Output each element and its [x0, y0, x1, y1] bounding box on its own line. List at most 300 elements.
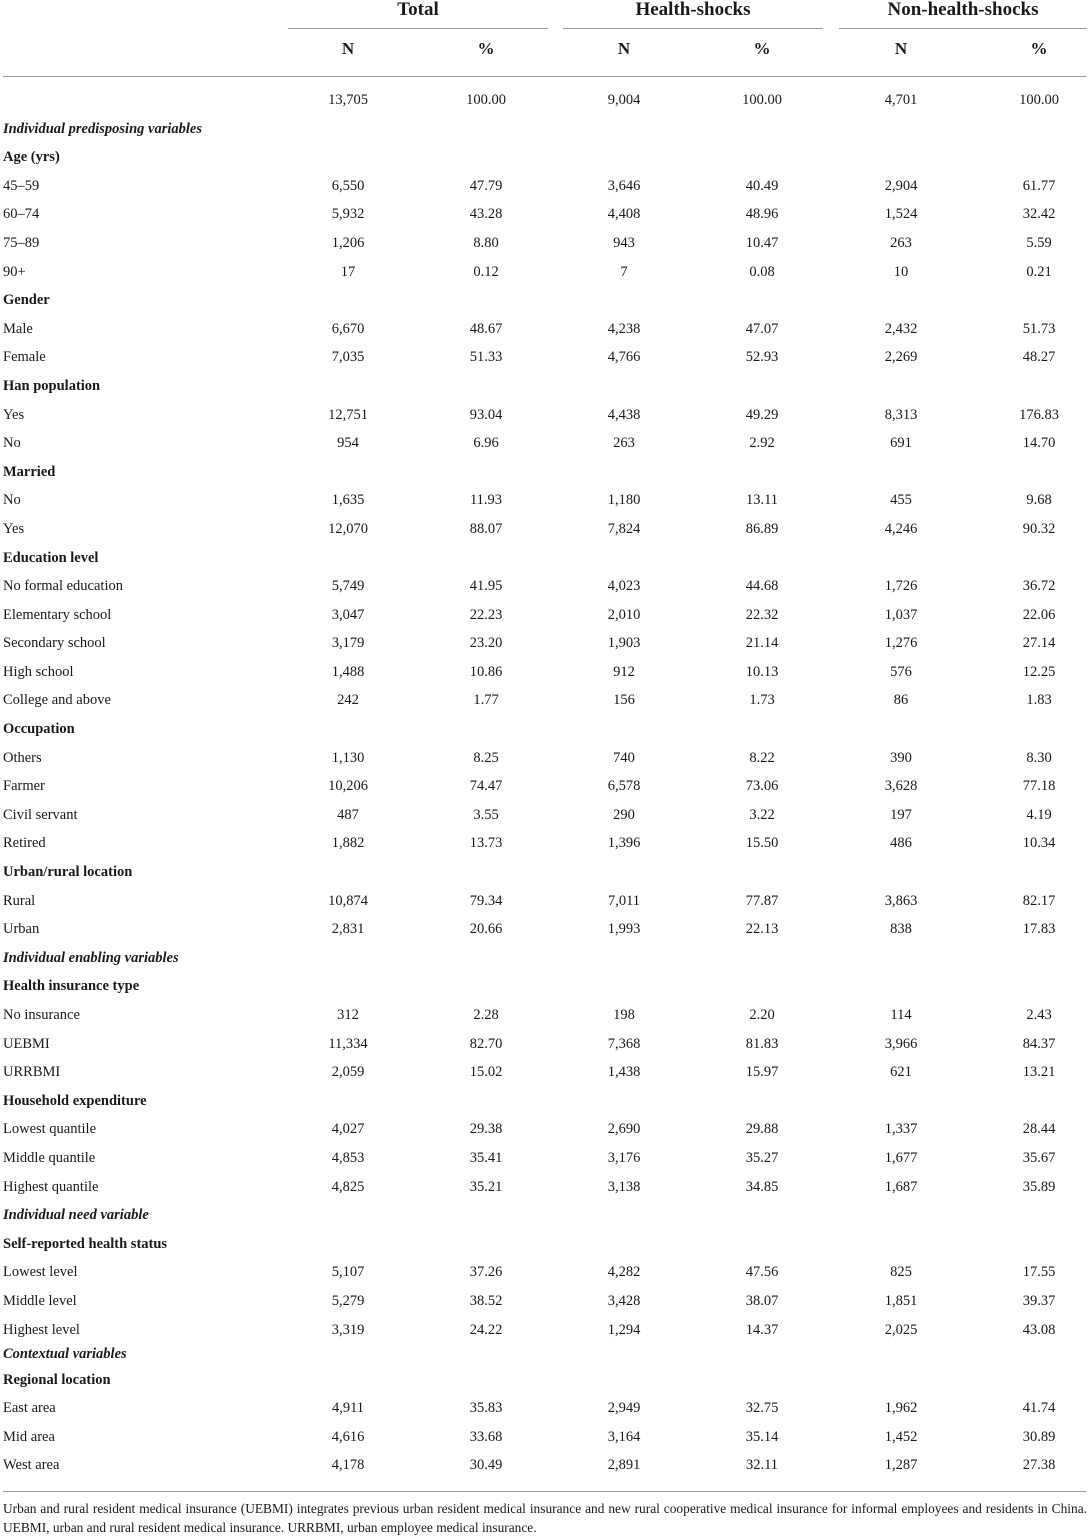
row-label: Farmer: [3, 778, 45, 795]
cell-health-n: 1,903: [607, 635, 641, 652]
row-label: Health insurance type: [3, 978, 140, 995]
cell-health-n: 7,011: [607, 892, 641, 909]
cell-nonhealth-n: 3,863: [884, 892, 918, 909]
cell-total-n: 5,107: [331, 1264, 365, 1281]
cell-total-n: 1,882: [331, 835, 365, 852]
cell-total-n: 3,047: [331, 606, 365, 623]
cell-health-pct: 49.29: [745, 406, 779, 423]
cell-nonhealth-pct: 28.44: [1022, 1121, 1056, 1138]
cell-health-pct: 21.14: [745, 635, 779, 652]
cell-health-pct: 8.22: [749, 749, 775, 766]
section-row: [0, 1344, 1089, 1366]
cell-nonhealth-pct: 10.34: [1022, 835, 1056, 852]
cell-nonhealth-n: 8,313: [884, 406, 918, 423]
cell-nonhealth-n: 838: [890, 921, 912, 938]
variable-row: [0, 858, 1089, 887]
cell-total-pct: 35.21: [469, 1178, 503, 1195]
cell-health-pct: 73.06: [745, 778, 779, 795]
variable-row: [0, 458, 1089, 487]
row-label: Civil servant: [3, 806, 78, 823]
cell-nonhealth-n: 1,037: [884, 606, 918, 623]
row-label: No: [3, 492, 21, 509]
row-label: Age (yrs): [3, 149, 60, 166]
table-row: [0, 601, 1089, 630]
cell-total-pct: 29.38: [469, 1121, 503, 1138]
cell-total-pct: 24.22: [469, 1321, 503, 1338]
cell-total-n: 6,670: [331, 320, 365, 337]
cell-health-pct: 47.56: [745, 1264, 779, 1281]
cell-total-pct: 6.96: [473, 435, 499, 452]
cell-health-pct: 34.85: [745, 1178, 779, 1195]
cell-nonhealth-n: 691: [890, 435, 912, 452]
row-label: 45–59: [3, 177, 40, 194]
cell-health-n: 2,949: [607, 1400, 641, 1417]
cell-nonhealth-pct: 22.06: [1022, 606, 1056, 623]
row-label: Highest quantile: [3, 1178, 99, 1195]
cell-total-n: 4,825: [331, 1178, 365, 1195]
cell-health-n: 3,138: [607, 1178, 641, 1195]
table-row: [0, 887, 1089, 916]
cell-health-n: 3,164: [607, 1428, 641, 1445]
cell-total-pct: 0.12: [473, 263, 499, 280]
table-row: [0, 315, 1089, 344]
row-label: No: [3, 435, 21, 452]
cell-total-n: 1,130: [331, 749, 365, 766]
cell-nonhealth-pct: 51.73: [1022, 320, 1056, 337]
cell-nonhealth-pct: 82.17: [1022, 892, 1056, 909]
cell-total-pct: 20.66: [469, 921, 503, 938]
cell-total-n: 6,550: [331, 177, 365, 194]
cell-nonhealth-pct: 17.55: [1022, 1264, 1056, 1281]
subheader-health-pct: %: [753, 39, 771, 58]
cell-total-n: 17: [340, 263, 356, 280]
cell-total-n: 10,206: [328, 778, 368, 795]
cell-total-n: 7,035: [331, 349, 365, 366]
cell-nonhealth-pct: 35.67: [1022, 1149, 1056, 1166]
row-label: Education level: [3, 549, 99, 566]
cell-total-pct: 1.77: [473, 692, 499, 709]
cell-nonhealth-n: 1,452: [884, 1428, 918, 1445]
cell-nonhealth-pct: 90.32: [1022, 520, 1056, 537]
row-label: Female: [3, 349, 46, 366]
cell-nonhealth-n: 1,677: [884, 1149, 918, 1166]
cell-nonhealth-pct: 100.00: [1019, 92, 1059, 108]
table-row: [0, 200, 1089, 229]
cell-nonhealth-pct: 13.21: [1022, 1064, 1056, 1081]
variable-row: [0, 1366, 1089, 1395]
table-row: [0, 515, 1089, 544]
row-label: No insurance: [3, 1007, 80, 1023]
row-label: Mid area: [3, 1428, 55, 1445]
cell-total-pct: 2.28: [473, 1007, 499, 1023]
cell-nonhealth-n: 4,246: [884, 520, 918, 537]
cell-health-pct: 14.37: [745, 1321, 779, 1338]
cell-health-pct: 15.50: [745, 835, 779, 852]
cell-total-n: 1,488: [331, 663, 365, 680]
cell-nonhealth-n: 1,726: [884, 578, 918, 595]
cell-total-pct: 35.41: [469, 1149, 503, 1166]
row-label: Married: [3, 463, 56, 480]
cell-nonhealth-n: 576: [890, 663, 912, 680]
cell-nonhealth-pct: 39.37: [1022, 1292, 1056, 1309]
row-label: East area: [3, 1400, 56, 1417]
table-row: [0, 429, 1089, 458]
row-label: Middle quantile: [3, 1149, 96, 1166]
row-label: URRBMI: [3, 1064, 61, 1081]
cell-health-n: 2,010: [607, 606, 641, 623]
cell-total-n: 5,932: [331, 206, 365, 223]
table-bottom-rule: [3, 1491, 1086, 1492]
row-label: Male: [3, 320, 33, 337]
row-label: Yes: [3, 520, 25, 537]
table-row: [0, 1394, 1089, 1423]
cell-health-pct: 0.08: [749, 263, 775, 280]
cell-total-n: 1,635: [331, 492, 365, 509]
cell-nonhealth-pct: 8.30: [1026, 749, 1052, 766]
cell-total-n: 1,206: [331, 234, 365, 251]
cell-health-n: 1,438: [607, 1064, 641, 1081]
table-row: [0, 572, 1089, 601]
cell-total-pct: 33.68: [469, 1428, 503, 1445]
section-row: [0, 944, 1089, 973]
cell-health-pct: 10.47: [745, 234, 779, 251]
subheader-nonhealth-n: N: [894, 39, 908, 58]
cell-total-n: 242: [337, 692, 359, 709]
header-bottom-rule: [3, 76, 1086, 77]
table-row: [0, 829, 1089, 858]
cell-total-pct: 11.93: [469, 492, 503, 509]
cell-nonhealth-pct: 176.83: [1019, 406, 1059, 423]
variable-row: [0, 1087, 1089, 1116]
cell-health-n: 1,294: [607, 1321, 641, 1338]
table-footnote: Urban and rural resident medical insurance (UEBMI) integrates previous urban resident medical insurance and new rural cooperative medical insurance for informal employees and residents in China. UEBMI, urban and rural resident medical insurance. URRBMI, urban employee medical insurance.: [3, 1501, 1087, 1535]
table-row: [0, 343, 1089, 372]
cell-nonhealth-pct: 36.72: [1022, 578, 1056, 595]
cell-total-pct: 37.26: [469, 1264, 503, 1281]
row-label: Lowest level: [3, 1264, 78, 1281]
cell-health-n: 2,891: [607, 1457, 641, 1474]
cell-nonhealth-n: 114: [890, 1007, 912, 1023]
cell-health-n: 4,438: [607, 406, 641, 423]
cell-total-pct: 88.07: [469, 520, 503, 537]
row-label: Individual predisposing variables: [3, 120, 202, 137]
cell-health-n: 4,238: [607, 320, 641, 337]
cell-health-n: 7,368: [607, 1035, 641, 1052]
cell-nonhealth-pct: 84.37: [1022, 1035, 1056, 1052]
cell-total-n: 3,179: [331, 635, 365, 652]
cell-nonhealth-pct: 41.74: [1022, 1400, 1056, 1417]
row-label: Lowest quantile: [3, 1121, 97, 1138]
cell-health-pct: 38.07: [745, 1292, 779, 1309]
cell-nonhealth-n: 86: [893, 692, 909, 709]
cell-nonhealth-n: 621: [890, 1064, 912, 1081]
cell-total-pct: 38.52: [469, 1292, 503, 1309]
cell-total-pct: 15.02: [469, 1064, 503, 1081]
cell-total-n: 487: [337, 806, 359, 823]
cell-total-n: 5,279: [331, 1292, 365, 1309]
cell-total-n: 4,911: [331, 1400, 365, 1417]
cell-health-n: 1,396: [607, 835, 641, 852]
cell-total-pct: 10.86: [469, 663, 503, 680]
cell-health-n: 943: [613, 234, 635, 251]
cell-health-pct: 22.32: [745, 606, 779, 623]
table-row: [0, 772, 1089, 801]
table-row: [0, 629, 1089, 658]
cell-health-n: 7: [620, 263, 628, 280]
section-row: [0, 115, 1089, 144]
table-row: [0, 801, 1089, 830]
cell-nonhealth-pct: 2.43: [1026, 1007, 1052, 1023]
cell-total-n: 312: [337, 1007, 359, 1023]
row-label: Others: [3, 749, 42, 766]
cell-total-pct: 100.00: [466, 92, 506, 108]
cell-nonhealth-n: 1,524: [884, 206, 918, 223]
cell-health-pct: 2.20: [749, 1007, 775, 1023]
cell-total-n: 2,831: [331, 921, 365, 938]
cell-health-pct: 1.73: [749, 692, 775, 709]
cell-nonhealth-pct: 9.68: [1026, 492, 1052, 509]
cell-health-pct: 29.88: [745, 1121, 779, 1138]
table-row: [0, 1001, 1089, 1030]
table-row: [0, 172, 1089, 201]
group-header-total: Total: [397, 0, 439, 20]
cell-health-pct: 47.07: [745, 320, 779, 337]
subheader-total-n: N: [341, 39, 355, 58]
cell-health-pct: 13.11: [745, 492, 779, 509]
cell-health-pct: 3.22: [749, 806, 775, 823]
cell-nonhealth-n: 825: [890, 1264, 912, 1281]
cell-nonhealth-n: 197: [890, 806, 912, 823]
cell-nonhealth-n: 2,025: [884, 1321, 918, 1338]
table-row: [0, 1258, 1089, 1287]
row-label: Gender: [3, 292, 50, 309]
cell-health-n: 1,180: [607, 492, 641, 509]
cell-total-pct: 13.73: [469, 835, 503, 852]
cell-health-n: 9,004: [607, 92, 641, 108]
cell-nonhealth-pct: 30.89: [1022, 1428, 1056, 1445]
cell-nonhealth-n: 3,966: [884, 1035, 918, 1052]
table-row: [0, 486, 1089, 515]
cell-total-n: 4,027: [331, 1121, 365, 1138]
cell-nonhealth-pct: 4.19: [1026, 806, 1052, 823]
subheader-health-n: N: [617, 39, 631, 58]
cell-health-n: 1,993: [607, 921, 641, 938]
cell-nonhealth-n: 4,701: [884, 92, 918, 108]
cell-nonhealth-pct: 35.89: [1022, 1178, 1056, 1195]
row-label: Household expenditure: [3, 1092, 147, 1109]
row-label: High school: [3, 663, 74, 680]
cell-nonhealth-n: 1,276: [884, 635, 918, 652]
cell-health-n: 912: [613, 663, 635, 680]
row-label: Retired: [3, 835, 46, 852]
table-row: [0, 86, 1089, 115]
cell-nonhealth-pct: 1.83: [1026, 692, 1052, 709]
row-label: Occupation: [3, 721, 75, 738]
row-label: Han population: [3, 377, 101, 394]
row-label: 90+: [3, 263, 26, 280]
cell-total-n: 10,874: [328, 892, 368, 909]
cell-health-pct: 100.00: [742, 92, 782, 108]
cell-health-n: 4,408: [607, 206, 641, 223]
cell-health-pct: 10.13: [745, 663, 779, 680]
cell-total-pct: 74.47: [469, 778, 503, 795]
cell-nonhealth-pct: 43.08: [1022, 1321, 1056, 1338]
cell-total-n: 13,705: [328, 92, 368, 108]
cell-total-pct: 51.33: [469, 349, 503, 366]
cell-total-pct: 82.70: [469, 1035, 503, 1052]
cell-health-pct: 52.93: [745, 349, 779, 366]
cell-health-pct: 32.11: [745, 1457, 779, 1474]
cell-total-n: 11,334: [328, 1035, 368, 1052]
cell-nonhealth-n: 486: [890, 835, 912, 852]
row-label: Rural: [3, 892, 36, 909]
table-row: [0, 1058, 1089, 1087]
variable-row: [0, 372, 1089, 401]
group-header-non-health-shocks: Non-health-shocks: [887, 0, 1039, 20]
cell-health-pct: 44.68: [745, 578, 779, 595]
subheader-total-pct: %: [477, 39, 495, 58]
group-underline-health-shocks: [563, 28, 823, 29]
section-row: [0, 1201, 1089, 1230]
cell-nonhealth-n: 2,904: [884, 177, 918, 194]
variable-row: [0, 286, 1089, 315]
table-row: [0, 229, 1089, 258]
cell-total-pct: 22.23: [469, 606, 503, 623]
cell-nonhealth-pct: 12.25: [1022, 663, 1056, 680]
cell-nonhealth-pct: 48.27: [1022, 349, 1056, 366]
cell-health-n: 156: [613, 692, 635, 709]
cell-health-n: 740: [613, 749, 635, 766]
cell-total-pct: 23.20: [469, 635, 503, 652]
table-row: [0, 686, 1089, 715]
cell-nonhealth-n: 2,269: [884, 349, 918, 366]
table-row: [0, 744, 1089, 773]
table-row: [0, 1173, 1089, 1202]
cell-health-pct: 81.83: [745, 1035, 779, 1052]
cell-health-n: 263: [613, 435, 635, 452]
row-label: Highest level: [3, 1321, 80, 1338]
group-header-health-shocks: Health-shocks: [635, 0, 751, 20]
cell-total-pct: 35.83: [469, 1400, 503, 1417]
table-row: [0, 658, 1089, 687]
row-label: 75–89: [3, 234, 40, 251]
cell-total-pct: 93.04: [469, 406, 503, 423]
cell-nonhealth-pct: 14.70: [1022, 435, 1056, 452]
cell-health-n: 3,646: [607, 177, 641, 194]
cell-nonhealth-pct: 27.38: [1022, 1457, 1056, 1474]
cell-total-pct: 8.80: [473, 234, 499, 251]
cell-total-pct: 3.55: [473, 806, 499, 823]
cell-total-n: 2,059: [331, 1064, 365, 1081]
variable-row: [0, 1230, 1089, 1259]
row-label: West area: [3, 1457, 60, 1474]
cell-total-pct: 47.79: [469, 177, 503, 194]
cell-total-pct: 79.34: [469, 892, 503, 909]
table-row: [0, 1451, 1089, 1480]
cell-nonhealth-n: 2,432: [884, 320, 918, 337]
cell-health-pct: 22.13: [745, 921, 779, 938]
cell-nonhealth-pct: 61.77: [1022, 177, 1056, 194]
row-label: Regional location: [3, 1371, 111, 1388]
cell-total-n: 4,616: [331, 1428, 365, 1445]
cell-health-n: 4,023: [607, 578, 641, 595]
cell-nonhealth-pct: 32.42: [1022, 206, 1056, 223]
row-label: Urban/rural location: [3, 864, 133, 881]
cell-nonhealth-pct: 17.83: [1022, 921, 1056, 938]
table-row: [0, 1030, 1089, 1059]
cell-nonhealth-pct: 27.14: [1022, 635, 1056, 652]
table-row: [0, 1423, 1089, 1452]
cell-nonhealth-pct: 77.18: [1022, 778, 1056, 795]
cell-nonhealth-n: 3,628: [884, 778, 918, 795]
cell-nonhealth-n: 1,687: [884, 1178, 918, 1195]
cell-total-pct: 48.67: [469, 320, 503, 337]
group-underline-non-health-shocks: [839, 28, 1087, 29]
cell-health-pct: 15.97: [745, 1064, 779, 1081]
cell-nonhealth-n: 1,962: [884, 1400, 918, 1417]
cell-total-pct: 30.49: [469, 1457, 503, 1474]
variable-row: [0, 143, 1089, 172]
cell-nonhealth-n: 263: [890, 234, 912, 251]
cell-total-n: 4,178: [331, 1457, 365, 1474]
cell-health-pct: 2.92: [749, 435, 775, 452]
table-row: [0, 1144, 1089, 1173]
table-row: [0, 1316, 1089, 1345]
table-row: [0, 258, 1089, 287]
cell-total-n: 3,319: [331, 1321, 365, 1338]
row-label: No formal education: [3, 578, 123, 595]
row-label: Individual enabling variables: [3, 949, 179, 966]
table-row: [0, 915, 1089, 944]
cell-total-pct: 8.25: [473, 749, 499, 766]
cell-nonhealth-n: 455: [890, 492, 912, 509]
row-label: Individual need variable: [3, 1207, 149, 1224]
cell-health-pct: 35.27: [745, 1149, 779, 1166]
row-label: Secondary school: [3, 635, 106, 652]
cell-health-pct: 86.89: [745, 520, 779, 537]
cell-health-n: 2,690: [607, 1121, 641, 1138]
cell-nonhealth-n: 390: [890, 749, 912, 766]
cell-total-pct: 43.28: [469, 206, 503, 223]
cell-nonhealth-n: 1,287: [884, 1457, 918, 1474]
variable-row: [0, 544, 1089, 573]
table-header: [0, 0, 1089, 78]
cell-total-n: 954: [337, 435, 359, 452]
cell-health-n: 7,824: [607, 520, 641, 537]
table-row: [0, 1287, 1089, 1316]
group-underline-total: [288, 28, 548, 29]
cell-health-n: 290: [613, 806, 635, 823]
cell-health-n: 4,282: [607, 1264, 641, 1281]
cell-health-n: 4,766: [607, 349, 641, 366]
table-body: [0, 86, 1089, 1480]
row-label: 60–74: [3, 206, 40, 223]
cell-health-n: 3,176: [607, 1149, 641, 1166]
cell-health-pct: 40.49: [745, 177, 779, 194]
row-label: Contextual variables: [3, 1346, 127, 1363]
table-row: [0, 1115, 1089, 1144]
cell-health-pct: 48.96: [745, 206, 779, 223]
row-label: Elementary school: [3, 606, 112, 623]
cell-nonhealth-pct: 0.21: [1026, 263, 1052, 280]
row-label: Yes: [3, 406, 25, 423]
cell-total-n: 4,853: [331, 1149, 365, 1166]
cell-health-pct: 77.87: [745, 892, 779, 909]
row-label: Urban: [3, 921, 40, 938]
cell-nonhealth-n: 1,337: [884, 1121, 918, 1138]
cell-total-n: 5,749: [331, 578, 365, 595]
cell-health-n: 3,428: [607, 1292, 641, 1309]
